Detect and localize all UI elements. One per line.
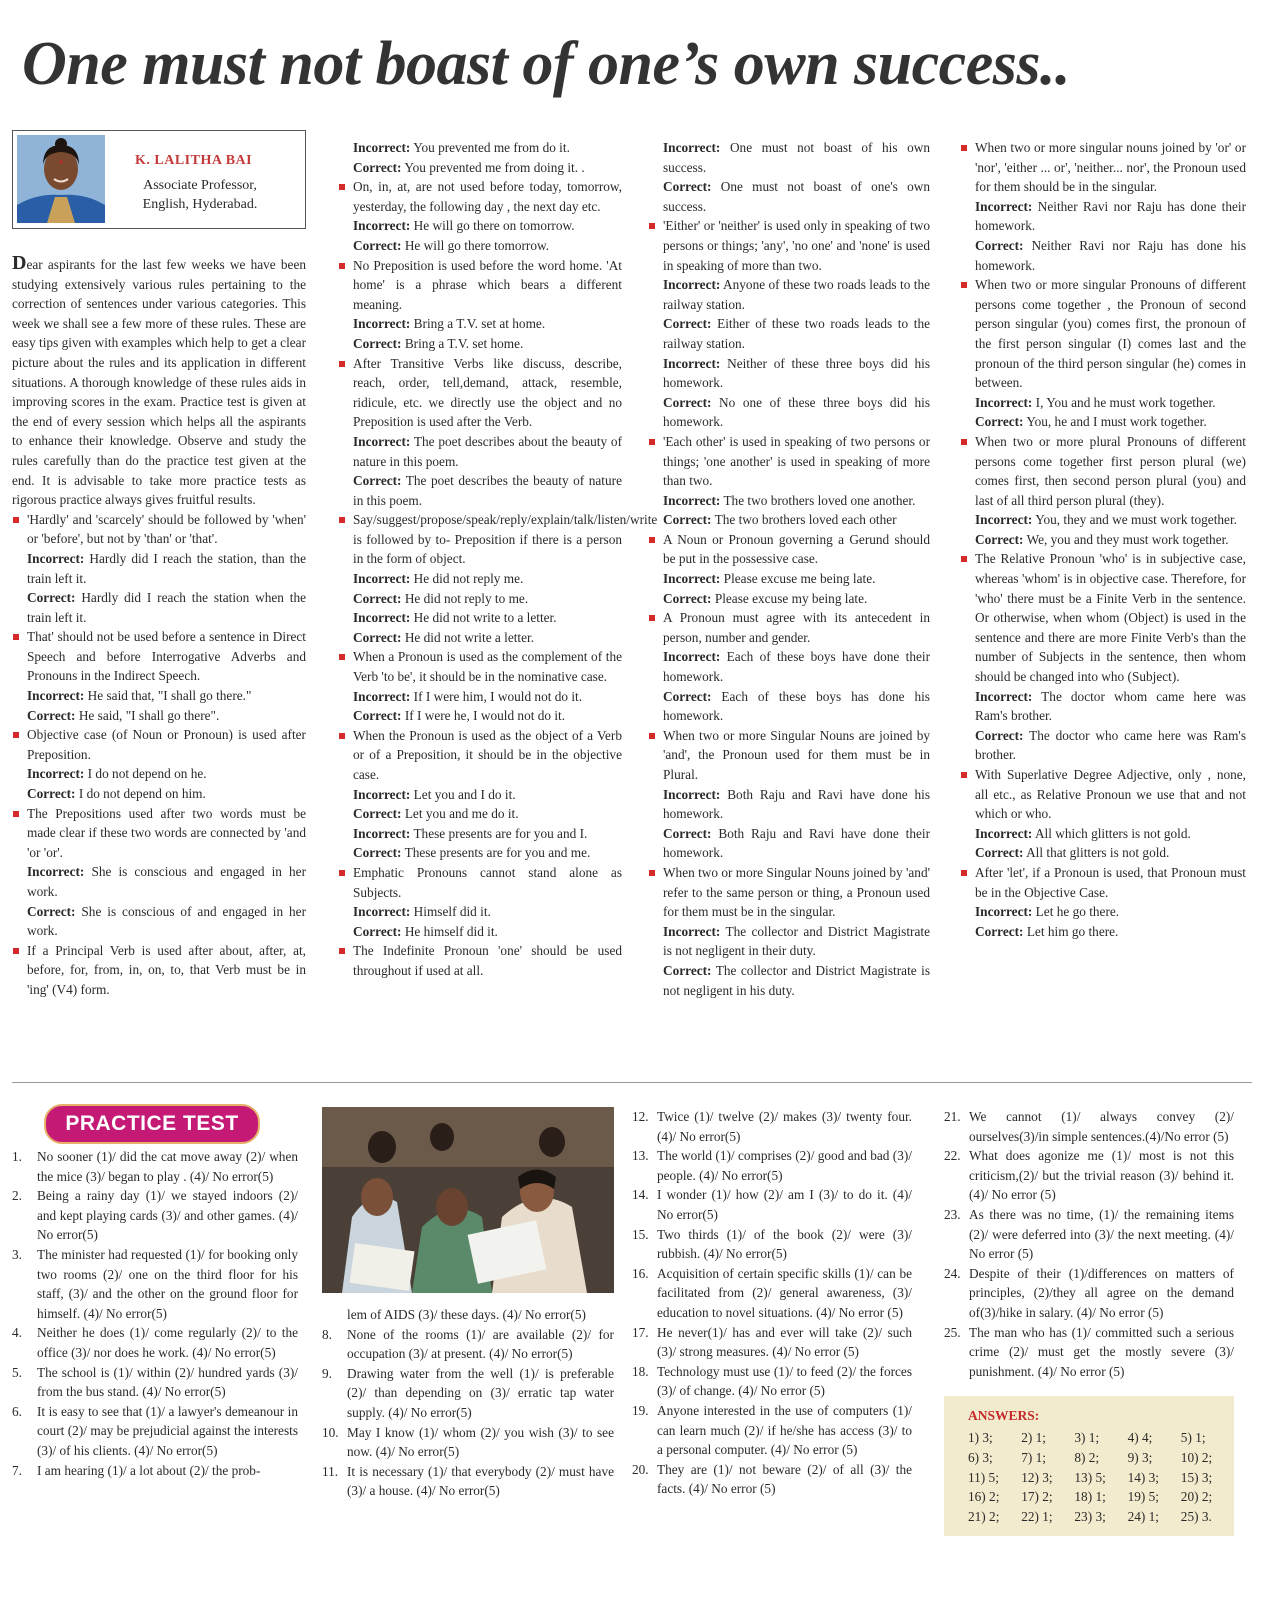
- correct-example: Correct: Bring a T.V. set home.: [353, 335, 524, 351]
- answer-item: 2) 1;: [1021, 1430, 1046, 1445]
- section-divider: [12, 1082, 1252, 1083]
- rule-item: When two or more Singular Nouns joined by 'and' refer to the same person or thing, a Pronoun used for them must be in the singular.: [648, 863, 930, 922]
- rule-item: If a Principal Verb is used after about, after, at, before, for, from, in, on, to, that Verb must be in 'ing' (V4) form.: [12, 941, 306, 1000]
- practice-test-badge: PRACTICE TEST: [44, 1104, 260, 1144]
- question-item: 25. The man who has (1)/ committed such a serious crime (2)/ must get the mostly severe (3)/ punishment. (4)/ No error (5): [944, 1324, 1234, 1379]
- question-item: 21. We cannot (1)/ always convey (2)/ ourselves(3)/in simple sentences.(4)/No error (5): [944, 1109, 1234, 1144]
- article-column-3: [648, 138, 930, 1000]
- question-item: 4. Neither he does (1)/ come regularly (2)/ to the office (3)/ nor does he work. (4)/ No error(5): [12, 1325, 298, 1360]
- question-item: 1. No sooner (1)/ did the cat move away (2)/ when the mice (3)/ began to play . (4)/ No error(5): [12, 1149, 298, 1184]
- question-item: 18. Technology must use (1)/ to feed (2)/ the forces (3)/ of change. (4)/ No error (5): [632, 1363, 912, 1399]
- answer-item: 18) 1;: [1074, 1489, 1106, 1505]
- correct-example: Correct: The poet describes the beauty of nature in this poem.: [353, 473, 622, 508]
- question-item: 12. Twice (1)/ twelve (2)/ makes (3)/ twenty four. (4)/ No error(5): [632, 1109, 912, 1144]
- answer-item: 13) 5;: [1074, 1469, 1106, 1485]
- correct-example: Correct: These presents are for you and me.: [353, 845, 591, 861]
- correct-example: Correct: You prevented me from doing it. .: [353, 159, 585, 175]
- incorrect-example: Incorrect: All which glitters is not gold.: [975, 825, 1191, 841]
- rule-item: With Superlative Degree Adjective, only , none, all etc., as Relative Pronoun we use that and not which or who.: [960, 765, 1246, 824]
- answer-item: 6) 3;: [968, 1449, 993, 1465]
- incorrect-example: Incorrect: Neither Ravi nor Raju has done their homework.: [975, 198, 1246, 234]
- rule-item: Objective case (of Noun or Pronoun) is used after Preposition.: [12, 725, 306, 764]
- answer-item: 5) 1;: [1180, 1430, 1206, 1445]
- correct-example: Correct: He did not write a letter.: [353, 629, 535, 645]
- answer-item: 22) 1;: [1021, 1509, 1053, 1525]
- incorrect-example: Incorrect: The two brothers loved one another.: [663, 492, 916, 508]
- answer-item: 11) 5;: [968, 1469, 999, 1485]
- question-item: 23. As there was no time, (1)/ the remaining items (2)/ were deferred into (3)/ the next meeting. (4)/ No error (5): [944, 1206, 1234, 1262]
- question-item: 19. Anyone interested in the use of computers (1)/ can learn much (2)/ if he/she has access (3)/ to a personal computer. (4)/ No error (5): [632, 1402, 912, 1458]
- incorrect-example: Incorrect: Neither of these three boys did his homework.: [663, 355, 931, 391]
- incorrect-example: Incorrect: Hardly did I reach the station, than the train left it.: [27, 550, 306, 586]
- intro-paragraph: Dear aspirants for the last few weeks we have been studying extensively various rules pertaining to the correction of sentences under various categories. This week we shall see a few more of these rules. These are easy tips given with examples which help to get a clear picture about the rules and its application in different situations. A thorough knowledge of these rules aids in improving scores in the exam. Practice test is given at the end of every session which helps all the aspirants to enhance their knowledge. Observe and study the rules carefully than do the practice test given at the end. It is advisable to take more practice tests as rigorous practice always gives fruitful results.: [12, 252, 306, 508]
- question-item: 24. Despite of their (1)/differences on matters of principles, (2)/they all agree on the demand of(3)/hike in salary. (4)/ No error (5): [944, 1265, 1234, 1320]
- answer-item: 1) 3;: [968, 1430, 993, 1445]
- answer-item: 8) 2;: [1074, 1449, 1100, 1465]
- correct-example: Correct: We, you and they must work together.: [975, 531, 1229, 547]
- rule-item: A Noun or Pronoun governing a Gerund should be put in the possessive case.: [648, 530, 930, 569]
- answer-item: 19) 5;: [1127, 1489, 1159, 1505]
- incorrect-example: Incorrect: I do not depend on he.: [27, 766, 207, 782]
- correct-example: Correct: If I were he, I would not do it.: [353, 708, 566, 724]
- practice-column-2: [322, 1305, 614, 1501]
- correct-example: Correct: Let you and me do it.: [353, 806, 519, 822]
- rule-item: 'Each other' is used in speaking of two persons or things; 'one another' is used in speaking of more than two.: [648, 432, 930, 491]
- question-item: 5. The school is (1)/ within (2)/ hundred yards (3)/ from the bus stand. (4)/ No error(5): [12, 1364, 298, 1400]
- question-item: 3. The minister had requested (1)/ for booking only two rooms (2)/ one on the third floor for his staff, (3)/ and the other on the ground floor for himself. (4)/ No error(5): [12, 1246, 298, 1321]
- answer-item: 17) 2;: [1021, 1489, 1053, 1505]
- correct-example: Correct: The collector and District Magistrate is not negligent in his duty.: [663, 962, 930, 998]
- answer-item: 20) 2;: [1180, 1489, 1213, 1505]
- answer-item: 23) 3;: [1074, 1509, 1106, 1525]
- correct-example: Correct: I do not depend on him.: [27, 786, 206, 802]
- question-item: 8. None of the rooms (1)/ are available (2)/ for occupation (3)/ at present. (4)/ No error(5): [322, 1326, 614, 1362]
- practice-column-1: [12, 1147, 298, 1480]
- rule-item: After Transitive Verbs like discuss, describe, reach, order, tell,demand, attack, resemble, ridicule, etc. we directly use the object and no Preposition is used after the Verb.: [338, 354, 622, 432]
- question-item: 6. It is easy to see that (1)/ a lawyer's demeanour in court (2)/ may be prejudicial against the interests (3)/ of his clients. (4)/ No error(5): [12, 1403, 298, 1458]
- correct-example: Correct: You, he and I must work together.: [975, 414, 1207, 430]
- incorrect-example: Incorrect: He will go there on tomorrow.: [353, 218, 575, 234]
- answer-item: 24) 1;: [1127, 1509, 1159, 1525]
- correct-example: Correct: No one of these three boys did his homework.: [663, 394, 930, 430]
- correct-example: Correct: He himself did it.: [353, 923, 498, 939]
- answer-item: 4) 4;: [1127, 1430, 1153, 1445]
- incorrect-example: Incorrect: One must not boast of his own success.: [663, 140, 931, 175]
- answer-item: 10) 2;: [1180, 1449, 1213, 1465]
- incorrect-example: Incorrect: Bring a T.V. set at home.: [353, 316, 546, 332]
- question-item: lem of AIDS (3)/ these days. (4)/ No error(5): [347, 1307, 586, 1322]
- incorrect-example: Incorrect: She is conscious and engaged in her work.: [27, 864, 306, 899]
- incorrect-example: Incorrect: The collector and District Magistrate is not negligent in their duty.: [663, 923, 930, 959]
- answer-item: 25) 3.: [1180, 1509, 1212, 1525]
- correct-example: Correct: Hardly did I reach the station when the train left it.: [27, 590, 307, 625]
- question-item: 7. I am hearing (1)/ a lot about (2)/ the prob-: [12, 1462, 261, 1478]
- question-item: 2. Being a rainy day (1)/ we stayed indoors (2)/ and kept playing cards (3)/ and other games. (4)/ No error(5): [12, 1188, 298, 1243]
- answers-title: ANSWERS:: [968, 1408, 1040, 1423]
- correct-example: Correct: He will go there tomorrow.: [353, 237, 550, 253]
- rule-item: No Preposition is used before the word home. 'At home' is a phrase which bears a different meaning.: [338, 256, 622, 315]
- correct-example: Correct: The doctor who came here was Ram's brother.: [975, 727, 1246, 763]
- answers-grid: [968, 1428, 1234, 1527]
- article-column-4: [960, 138, 1246, 941]
- question-item: 14. I wonder (1)/ how (2)/ am I (3)/ to do it. (4)/ No error(5): [632, 1187, 912, 1222]
- incorrect-example: Incorrect: If I were him, I would not do it.: [353, 688, 583, 704]
- rule-item: When the Pronoun is used as the object of a Verb or of a Preposition, it should be in the objective case.: [338, 726, 622, 785]
- rule-item: When two or more Singular Nouns are joined by 'and', the Pronoun used for them must be in Plural.: [648, 726, 930, 785]
- rule-item: The Prepositions used after two words must be made clear if these two words are connected by 'and 'or 'or'.: [12, 804, 306, 863]
- incorrect-example: Incorrect: He did not write to a letter.: [353, 610, 557, 626]
- question-item: 9. Drawing water from the well (1)/ is preferable (2)/ than depending on (3)/ erratic tap water supply. (4)/ No error(5): [322, 1365, 614, 1420]
- students-photo: [322, 1107, 614, 1293]
- incorrect-example: Incorrect: Each of these boys have done their homework.: [663, 649, 930, 685]
- page-title: One must not boast of one’s own success..: [22, 30, 1070, 98]
- incorrect-example: Incorrect: I, You and he must work together.: [975, 394, 1216, 410]
- rule-item: When two or more singular Pronouns of different persons come together , the Pronoun of second person singular (you) comes first, the pronoun of the first person singular (I) comes last and the pronoun of the third person singular (he) comes in between.: [960, 275, 1246, 393]
- incorrect-example: Incorrect: He did not reply me.: [353, 571, 524, 587]
- rule-item: The Relative Pronoun 'who' is in subjective case, whereas 'whom' is in objective case. Therefore, for 'who' there must be a Finite Verb in the sentence. Or otherwise, when whom (Object) is used in the sentence and there are more Finite Verb's than the number of Subjects in the sentence, then whom should be changed into who (Subject).: [960, 549, 1246, 686]
- incorrect-example: Incorrect: Let you and I do it.: [353, 786, 516, 802]
- rule-item: When two or more plural Pronouns of different persons come together first person plural (we) comes first, then second person plural (you) and last of all third person plural (they).: [960, 432, 1246, 510]
- incorrect-example: Incorrect: Let he go there.: [975, 904, 1120, 920]
- correct-example: Correct: One must not boast of one's own success.: [663, 179, 931, 214]
- author-role: Associate Professor, English, Hyderabad.: [142, 178, 258, 212]
- incorrect-example: Incorrect: You prevented me from do it.: [353, 140, 570, 155]
- author-photo: [17, 135, 105, 223]
- incorrect-example: Incorrect: He said that, "I shall go there.": [27, 688, 252, 704]
- incorrect-example: Incorrect: The poet describes about the beauty of nature in this poem.: [353, 433, 622, 469]
- rule-item: Emphatic Pronouns cannot stand alone as Subjects.: [338, 863, 622, 902]
- article-column-1: [12, 138, 306, 1000]
- answer-item: 9) 3;: [1127, 1449, 1153, 1465]
- rule-item: That' should not be used before a sentence in Direct Speech and before Interrogative Adverbs and Pronouns in the Indirect Speech.: [12, 627, 306, 686]
- answer-item: 16) 2;: [968, 1489, 1000, 1505]
- rule-item: The Indefinite Pronoun 'one' should be used throughout if used at all.: [338, 941, 622, 980]
- question-item: 10. May I know (1)/ whom (2)/ you wish (3)/ to see now. (4)/ No error(5): [322, 1424, 614, 1460]
- rule-item: When a Pronoun is used as the complement of the Verb 'to be', it should be in the nominative case.: [338, 647, 622, 686]
- author-name: K. LALITHA BAI: [135, 153, 253, 168]
- drop-cap: D: [12, 252, 27, 274]
- rule-item: On, in, at, are not used before today, tomorrow, yesterday, the following day , the next day etc.: [338, 177, 622, 216]
- question-item: 13. The world (1)/ comprises (2)/ good and bad (3)/ people. (4)/ No error(5): [632, 1148, 912, 1183]
- correct-example: Correct: He said, "I shall go there".: [27, 707, 220, 723]
- correct-example: Correct: Each of these boys has done his homework.: [663, 688, 930, 724]
- rule-item: 'Either' or 'neither' is used only in speaking of two persons or things; 'any', 'no one' and 'none' is used in speaking of more than two.: [648, 216, 930, 275]
- incorrect-example: Incorrect: The doctor whom came here was Ram's brother.: [975, 688, 1246, 724]
- rule-item: Say/suggest/propose/speak/reply/explain/talk/listen/write is followed by to- Preposition if there is a person in the form of object.: [338, 510, 622, 569]
- incorrect-example: Incorrect: Anyone of these two roads leads to the railway station.: [663, 277, 930, 312]
- incorrect-example: Incorrect: These presents are for you and I.: [353, 825, 588, 841]
- correct-example: Correct: She is conscious of and engaged in her work.: [27, 903, 306, 939]
- question-item: 16. Acquisition of certain specific skills (1)/ can be facilitated from (2)/ general awareness, (3)/ education to novel situations. (4)/ No error (5): [632, 1265, 912, 1320]
- incorrect-example: Incorrect: Both Raju and Ravi have done his homework.: [663, 786, 930, 822]
- answer-item: 15) 3;: [1180, 1469, 1213, 1485]
- answer-item: 7) 1;: [1021, 1449, 1046, 1465]
- correct-example: Correct: Either of these two roads leads to the railway station.: [663, 316, 930, 351]
- correct-example: Correct: Both Raju and Ravi have done their homework.: [663, 825, 931, 861]
- question-item: 22. What does agonize me (1)/ most is not this criticism,(2)/ but the trivial reason (3)/ behind it. (4)/ No error (5): [944, 1148, 1234, 1203]
- answers-box: [944, 1396, 1234, 1536]
- question-item: 20. They are (1)/ not beware (2)/ of all (3)/ the facts. (4)/ No error (5): [632, 1461, 912, 1497]
- author-box: [12, 130, 306, 229]
- question-item: 11. It is necessary (1)/ that everybody (2)/ must have (3)/ a house. (4)/ No error(5): [322, 1463, 614, 1499]
- incorrect-example: Incorrect: Himself did it.: [353, 904, 491, 920]
- article-column-2: [338, 138, 658, 981]
- answer-item: 21) 2;: [968, 1509, 1000, 1525]
- answer-item: 3) 1;: [1074, 1430, 1100, 1445]
- incorrect-example: Incorrect: Please excuse me being late.: [663, 571, 876, 587]
- answer-item: 12) 3;: [1021, 1469, 1053, 1485]
- correct-example: Correct: All that glitters is not gold.: [975, 845, 1170, 861]
- correct-example: Correct: Neither Ravi nor Raju has done his homework.: [975, 237, 1247, 273]
- rule-item: After 'let', if a Pronoun is used, that Pronoun must be in the Objective Case.: [960, 863, 1246, 902]
- correct-example: Correct: He did not reply to me.: [353, 590, 529, 606]
- correct-example: Correct: Please excuse my being late.: [663, 590, 868, 606]
- practice-column-3: [632, 1107, 912, 1499]
- incorrect-example: Incorrect: You, they and we must work together.: [975, 512, 1237, 528]
- correct-example: Correct: The two brothers loved each other: [663, 512, 897, 528]
- rule-item: A Pronoun must agree with its antecedent in person, number and gender.: [648, 608, 930, 647]
- question-item: 15. Two thirds (1)/ of the book (2)/ were (3)/ rubbish. (4)/ No error(5): [632, 1226, 912, 1262]
- question-item: 17. He never(1)/ has and ever will take (2)/ such (3)/ strong measures. (4)/ No error (5): [632, 1324, 912, 1360]
- rule-item: When two or more singular nouns joined by 'or' or 'nor', 'either ... or', 'neither... nor', the Pronoun used for them should be in the singular.: [960, 138, 1246, 197]
- rule-item: 'Hardly' and 'scarcely' should be followed by 'when' or 'before', but not by 'than' or 'that'.: [12, 510, 306, 549]
- answer-item: 14) 3;: [1127, 1469, 1159, 1485]
- practice-column-4: [944, 1107, 1234, 1381]
- correct-example: Correct: Let him go there.: [975, 923, 1119, 939]
